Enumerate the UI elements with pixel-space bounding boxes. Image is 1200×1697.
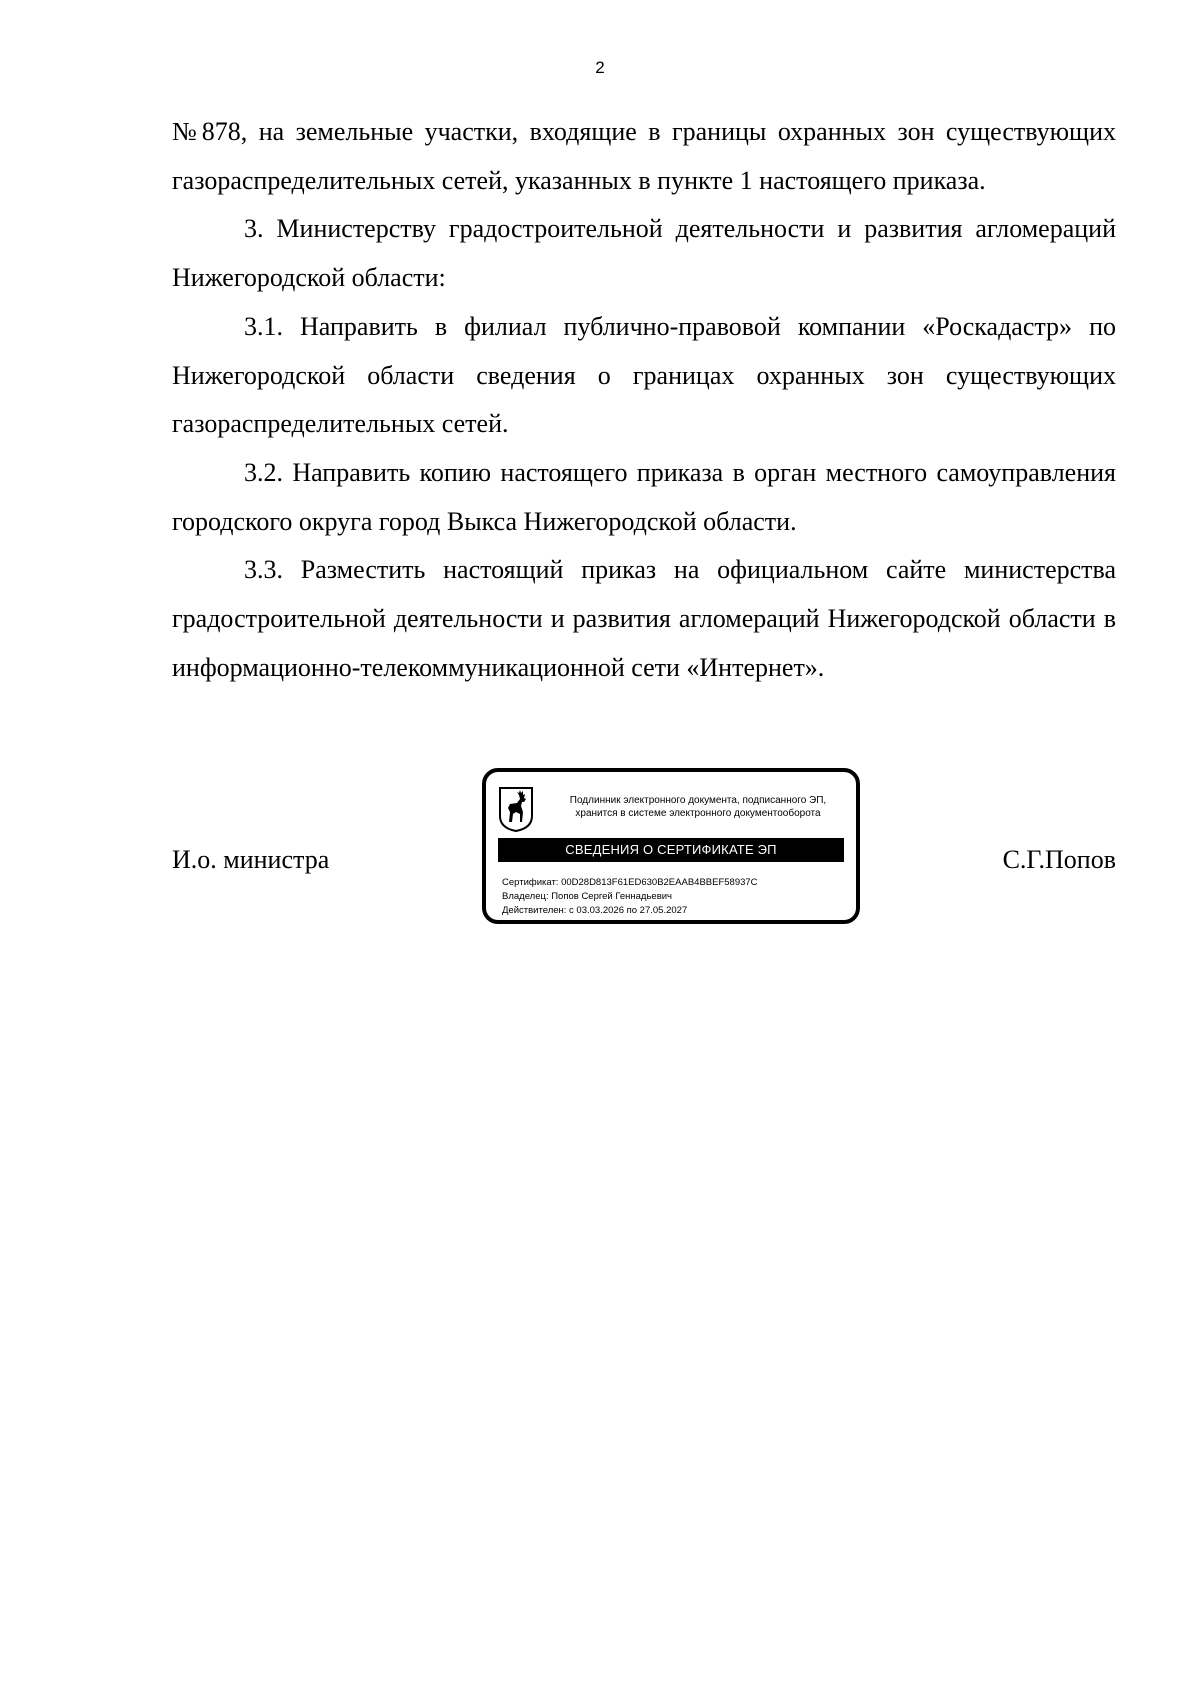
paragraph-item-3-1: 3.1. Направить в филиал публично-правовой компании «Роскадастр» по Нижегородской области сведения о границах охранных зон существующих газораспределительных сетей. bbox=[172, 311, 1116, 439]
document-body bbox=[172, 108, 1116, 692]
paragraph-item-3: 3. Министерству градостроительной деятельности и развития агломераций Нижегородской области: bbox=[172, 214, 1116, 293]
stamp-certificate: Сертификат: 00D28D813F61ED630B2EAAB4BBEF58937C bbox=[502, 877, 758, 888]
stamp-header-line-2: хранится в системе электронного документооборота bbox=[575, 808, 821, 819]
stamp-header-line-1: Подлинник электронного документа, подписанного ЭП, bbox=[569, 795, 827, 806]
paragraph-continuation: №878, на земельные участки, входящие в границы охранных зон существующих газораспределительных сетей, указанных в пункте 1 настоящего приказа. bbox=[172, 117, 1116, 195]
stamp-header bbox=[544, 794, 852, 820]
page-number: 2 bbox=[595, 58, 605, 77]
stamp-owner: Владелец: Попов Сергей Геннадьевич bbox=[502, 891, 673, 902]
stamp-details bbox=[502, 876, 758, 918]
electronic-signature-stamp bbox=[482, 768, 860, 924]
paragraph-item-3-3: 3.3. Разместить настоящий приказ на официальном сайте министерства градостроительной деятельности и развития агломераций Нижегородской области в информационно-телекоммуникационной сети «Интернет». bbox=[172, 555, 1116, 682]
stamp-title-bar: СВЕДЕНИЯ О СЕРТИФИКАТЕ ЭП bbox=[498, 838, 844, 862]
paragraph-item-3-2: 3.2. Направить копию настоящего приказа в орган местного самоуправления городского округа город Выкса Нижегородской области. bbox=[172, 457, 1116, 536]
deer-emblem-icon bbox=[498, 786, 534, 832]
stamp-validity: Действителен: с 03.03.2026 по 27.05.2027 bbox=[502, 905, 688, 916]
signatory-position: И.о. министра bbox=[172, 845, 330, 874]
signatory-name: С.Г.Попов bbox=[1002, 845, 1116, 874]
